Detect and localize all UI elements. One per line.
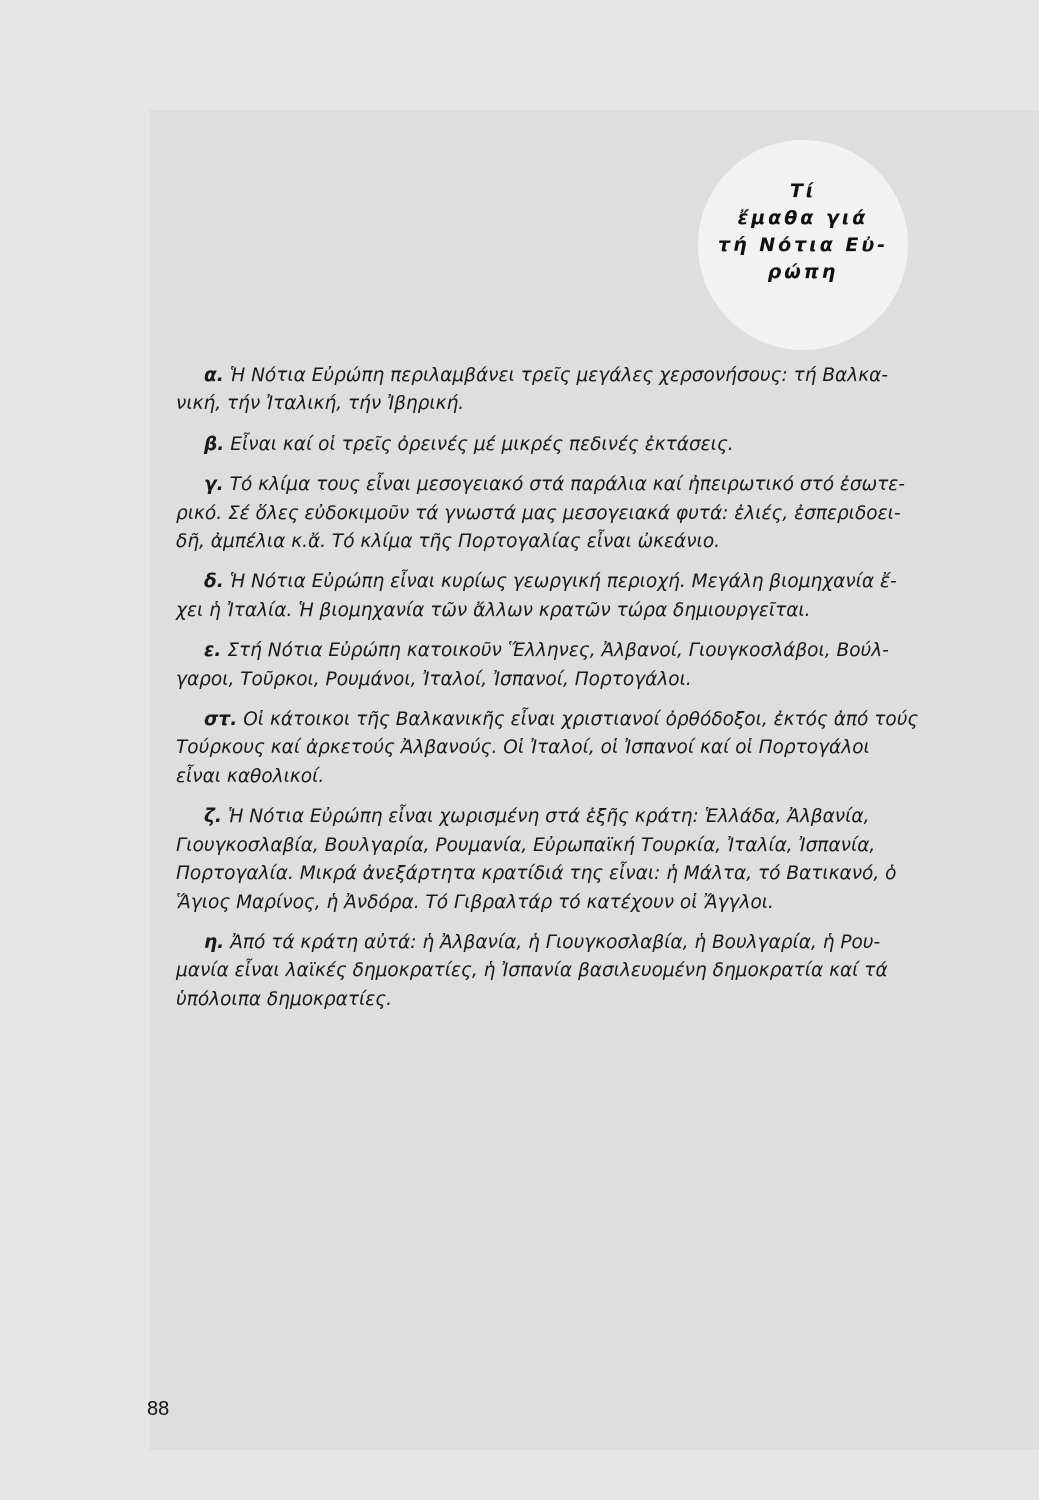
paragraph-line — [176, 706, 966, 734]
paragraph-line — [176, 803, 966, 831]
paragraph-line — [176, 637, 966, 665]
paragraph-line — [176, 362, 966, 390]
paragraph-text: Ἀπό τά κράτη αὐτά: ἡ Ἀλβανία, ἡ Γιουγκοσλαβία, ἡ Βουλγαρία, ἡ Ρου- — [230, 931, 881, 953]
heading-line: ἔμαθα γιά — [737, 207, 869, 229]
heading-line: Τί — [789, 180, 817, 202]
paragraph-line: ὑπόλοιπα δημοκρατίες. — [176, 988, 393, 1010]
paragraph-line — [176, 471, 966, 499]
paragraph-line — [176, 929, 966, 957]
item-marker: η. — [204, 931, 225, 953]
paragraph-text: Ἡ Νότια Εὐρώπη εἶναι χωρισμένη στά ἑξῆς κράτη: Ἑλλάδα, Ἀλβανία, — [227, 806, 870, 828]
item-marker: β. — [204, 433, 225, 455]
item-marker: δ. — [204, 571, 224, 593]
paragraph-line: γαροι, Τοῦρκοι, Ρουμάνοι, Ἰταλοί, Ἰσπανοί, Πορτογάλοι. — [176, 668, 692, 690]
heading-line: ρώπη — [767, 261, 839, 283]
paragraph-text: Εἶναι καί οἱ τρεῖς ὀρεινές μέ μικρές πεδινές ἐκτάσεις. — [230, 433, 734, 455]
summary-item-a — [176, 362, 966, 419]
section-heading — [698, 178, 908, 286]
paragraph-line: Πορτογαλία. Μικρά ἀνεξάρτητα κρατίδιά της εἶναι: ἡ Μάλτα, τό Βατικανό, ὁ — [176, 863, 897, 885]
summary-item-c — [176, 471, 966, 556]
paragraph-text: Στή Νότια Εὐρώπη κατοικοῦν Ἕλληνες, Ἀλβανοί, Γιουγκοσλάβοι, Βούλ- — [227, 640, 889, 662]
summary-list — [176, 362, 966, 1026]
paragraph-text: Τό κλίμα τους εἶναι μεσογειακό στά παράλια καί ἠπειρωτικό στό ἐσωτε- — [229, 474, 905, 496]
paragraph-text: Ἡ Νότια Εὐρώπη περιλαμβάνει τρεῖς μεγάλες χερσονήσους: τή Βαλκα- — [229, 365, 888, 386]
summary-item-st — [176, 706, 966, 791]
paragraph-line: μανία εἶναι λαϊκές δημοκρατίες, ἡ Ἰσπανία βασιλευομένη δημοκρατία καί τά — [176, 960, 888, 982]
summary-item-b — [176, 431, 966, 459]
item-marker: α. — [204, 365, 224, 386]
paragraph-text: Οἱ κάτοικοι τῆς Βαλκανικῆς εἶναι χριστιανοί ὀρθόδοξοι, ἐκτός ἀπό τούς — [243, 709, 919, 731]
heading-line: τή Νότια Εὐ- — [717, 234, 889, 256]
paragraph-text: Ἡ Νότια Εὐρώπη εἶναι κυρίως γεωργική περιοχή. Μεγάλη βιομηχανία ἔ- — [229, 571, 897, 593]
paragraph-line: δῆ, ἀμπέλια κ.ἄ. Τό κλίμα τῆς Πορτογαλίας εἶναι ὠκεάνιο. — [176, 531, 721, 553]
paragraph-line: Γιουγκοσλαβία, Βουλγαρία, Ρουμανία, Εὐρωπαϊκή Τουρκία, Ἰταλία, Ἰσπανία, — [176, 834, 876, 856]
summary-item-z — [176, 803, 966, 917]
page-number: 88 — [147, 1398, 170, 1420]
paragraph-line: νική, τήν Ἰταλική, τήν Ἰβηρική. — [176, 393, 465, 415]
summary-item-e — [176, 637, 966, 694]
paragraph-line: Τούρκους καί ἀρκετούς Ἀλβανούς. Οἱ Ἰταλοί, οἱ Ἰσπανοί καί οἱ Πορτογάλοι — [176, 737, 870, 759]
paragraph-line — [176, 431, 966, 459]
item-marker: γ. — [204, 474, 224, 496]
summary-item-d — [176, 568, 966, 625]
paragraph-line: εἶναι καθολικοί. — [176, 765, 325, 787]
paragraph-line: χει ἡ Ἰταλία. Ἡ βιομηχανία τῶν ἄλλων κρατῶν τώρα δημιουργεῖται. — [176, 599, 811, 621]
item-marker: στ. — [204, 709, 238, 731]
paragraph-line — [176, 568, 966, 596]
item-marker: ζ. — [204, 806, 222, 828]
item-marker: ε. — [204, 640, 222, 662]
summary-item-h — [176, 929, 966, 1014]
paragraph-line: ρικό. Σέ ὅλες εὐδοκιμοῦν τά γνωστά μας μεσογειακά φυτά: ἐλιές, ἐσπεριδοει- — [176, 502, 901, 524]
paragraph-line: Ἅγιος Μαρίνος, ἡ Ἀνδόρα. Τό Γιβραλτάρ τό κατέχουν οἱ Ἄγγλοι. — [176, 891, 774, 913]
